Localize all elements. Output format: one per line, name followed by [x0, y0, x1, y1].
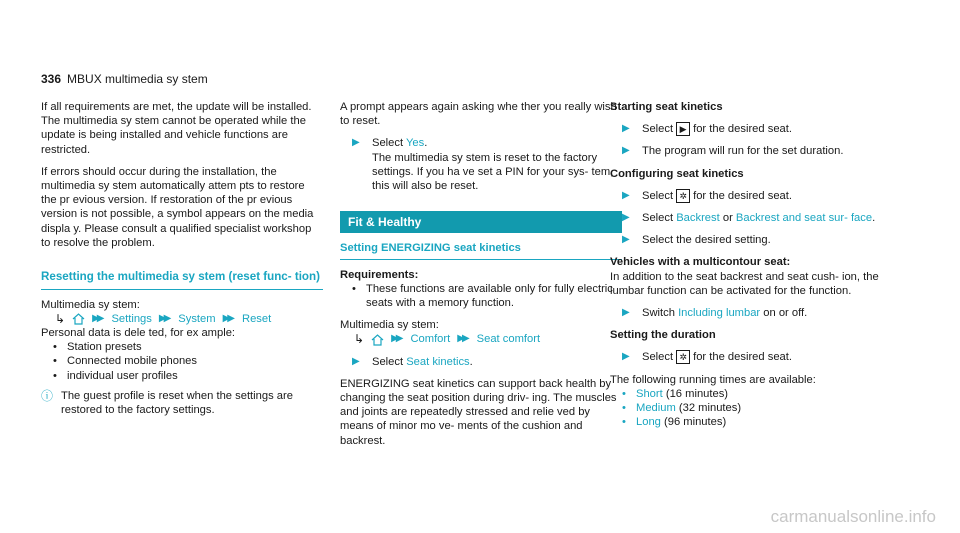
step-arrow-icon: ▶ [622, 212, 630, 224]
step-text: Select [642, 189, 674, 202]
step-select-play [622, 122, 892, 136]
gear-icon: ✲ [676, 350, 690, 364]
update-paragraph: If all requirements are met, the update will be installed. The multimedia sy stem cannot be operated while the update is being installed and vehicle functions are restricted. [41, 101, 312, 156]
path-comfort: Comfort [410, 333, 451, 346]
step-arrow-icon: ▶ [622, 145, 630, 157]
multicontour-paragraph: In addition to the seat backrest and seat cush‐ ion, the lumbar function can be activated for the function. [610, 270, 879, 297]
step-arrow-icon: ▶ [622, 234, 630, 246]
step-arrow-icon: ▶ [622, 189, 630, 201]
path-system: System [178, 312, 216, 325]
step-select-yes [352, 136, 622, 193]
step-arrow-icon: ▶ [352, 137, 360, 149]
info-icon: ⓘ [41, 388, 54, 403]
time-duration: (32 minutes) [678, 402, 742, 415]
step-text: for the desired seat. [693, 123, 792, 136]
page-header-title: MBUX multimedia sy stem [67, 72, 208, 86]
time-duration: (16 minutes) [665, 387, 729, 400]
step-text-end: . [424, 137, 428, 150]
step-select-settings [622, 189, 892, 203]
step-text: Select [642, 123, 674, 136]
step-text-end: . [872, 212, 876, 225]
prompt-paragraph: A prompt appears again asking whe ther you really wish to reset. [340, 101, 617, 128]
list-item: • Short (16 minutes) [622, 387, 729, 400]
chevron-right-icon: ▶▶ [158, 312, 169, 324]
menu-path-seat-comfort [354, 332, 622, 346]
configuring-seat-kinetics-heading: Configuring seat kinetics [610, 167, 744, 180]
seat-kinetics-option: Seat kinetics [406, 355, 470, 368]
time-name: Long [636, 416, 661, 429]
note [41, 389, 323, 417]
path-reset: Reset [241, 312, 272, 325]
fit-healthy-bar: Fit & Healthy [340, 211, 622, 233]
step-arrow-icon: ▶ [622, 307, 630, 319]
step-text: Select [642, 212, 674, 225]
personal-data-paragraph: Personal data is dele ted, for ex ample: [41, 326, 236, 339]
menu-path-reset [55, 312, 323, 326]
path-seat-comfort: Seat comfort [476, 333, 541, 346]
chevron-right-icon: ▶▶ [457, 333, 467, 345]
energizing-heading: Setting ENERGIZING seat kinetics [340, 241, 622, 259]
column-1 [41, 100, 323, 417]
gear-icon: ✲ [676, 189, 690, 203]
step-text: Select the desired setting. [642, 234, 771, 247]
requirements-list [340, 282, 622, 310]
step-text-end: . [469, 355, 473, 368]
list-item: • individual user profiles [53, 369, 178, 382]
step-arrow-icon: ▶ [622, 123, 630, 135]
step-text: or [722, 212, 733, 225]
home-icon [72, 313, 85, 325]
step-select-duration [622, 350, 892, 364]
step-text: Select [372, 137, 404, 150]
note-text: The guest profile is reset when the settings are restored to the factory settings. [61, 389, 293, 416]
list-item: • Medium (32 minutes) [622, 402, 742, 415]
time-duration: (96 minutes) [664, 416, 727, 429]
errors-paragraph: If errors should occur during the installation, the multimedia sy stem automatically attem pts to restore the pr evious version. If restoration of the pr evious version is not possible, a symbol appears on the media displa y. Please consult a qualified specialist workshop to resolve the problem. [41, 165, 314, 249]
starting-seat-kinetics-heading: Starting seat kinetics [610, 101, 723, 113]
step-program-run [622, 144, 892, 158]
list-item: • Connected mobile phones [53, 355, 197, 368]
path-settings: Settings [111, 312, 152, 325]
yes-option: Yes [406, 137, 425, 150]
chevron-right-icon: ▶▶ [391, 333, 401, 345]
chevron-right-icon: ▶▶ [222, 312, 232, 324]
step-text: Switch [642, 307, 675, 320]
step-text: Select [372, 355, 404, 368]
list-item: • Station presets [53, 341, 142, 354]
step-text: for the desired seat. [693, 189, 792, 202]
chevron-right-icon: ▶▶ [92, 312, 102, 324]
time-name: Short [636, 387, 663, 400]
energizing-description: ENERGIZING seat kinetics can support back health by changing the seat position during driv‐ ing. The muscles and joints are repeatedly stressed and relie ved by means of minor mo ve‐ ments of the cushion and backrest. [340, 377, 617, 447]
multimedia-system-label: Multimedia sy stem: [340, 319, 439, 332]
requirements-label: Requirements: [340, 268, 419, 281]
page-header [41, 72, 208, 86]
running-times-paragraph: The following running times are available: [610, 373, 816, 386]
path-arrow-icon: ↳ [55, 311, 66, 326]
step-select-setting [622, 233, 892, 247]
backrest-seat-surface-option: Backrest and seat sur‐ face [735, 212, 873, 225]
multicontour-heading: Vehicles with a multicontour seat: [610, 256, 791, 269]
personal-data-list [41, 340, 323, 383]
home-icon [371, 334, 384, 346]
column-3 [610, 100, 892, 429]
multimedia-system-label: Multimedia sy stem: [41, 298, 140, 311]
step-text: for the desired seat. [693, 351, 792, 364]
step-select-backrest [622, 211, 892, 225]
step-text: The program will run for the set duration. [642, 145, 844, 158]
play-icon: ▶ [676, 122, 690, 136]
step-arrow-icon: ▶ [352, 355, 360, 367]
page-number: 336 [41, 72, 62, 86]
list-item: • Long (96 minutes) [622, 416, 727, 429]
running-times-list [610, 387, 892, 430]
setting-duration-heading: Setting the duration [610, 329, 716, 342]
step-text: Select [642, 351, 674, 364]
list-item: • These functions are available only for fully electric seats with a memory function. [352, 282, 613, 310]
reset-section-heading: Resetting the multimedia sy stem (reset func‐ tion) [41, 270, 323, 290]
time-name: Medium [636, 402, 676, 415]
step-switch-lumbar [622, 306, 892, 320]
watermark: carmanualsonline.info [770, 507, 936, 526]
column-2 [340, 100, 622, 448]
backrest-option: Backrest [676, 212, 720, 225]
step-select-seat-kinetics [352, 355, 622, 369]
path-arrow-icon: ↳ [354, 332, 365, 347]
step-arrow-icon: ▶ [622, 351, 630, 363]
including-lumbar-option: Including lumbar [678, 307, 761, 320]
step-result-text: The multimedia sy stem is reset to the factory settings. If you ha ve set a PIN for your sys‐ tem, this will also be reset. [372, 151, 614, 193]
step-text: on or off. [763, 307, 808, 320]
